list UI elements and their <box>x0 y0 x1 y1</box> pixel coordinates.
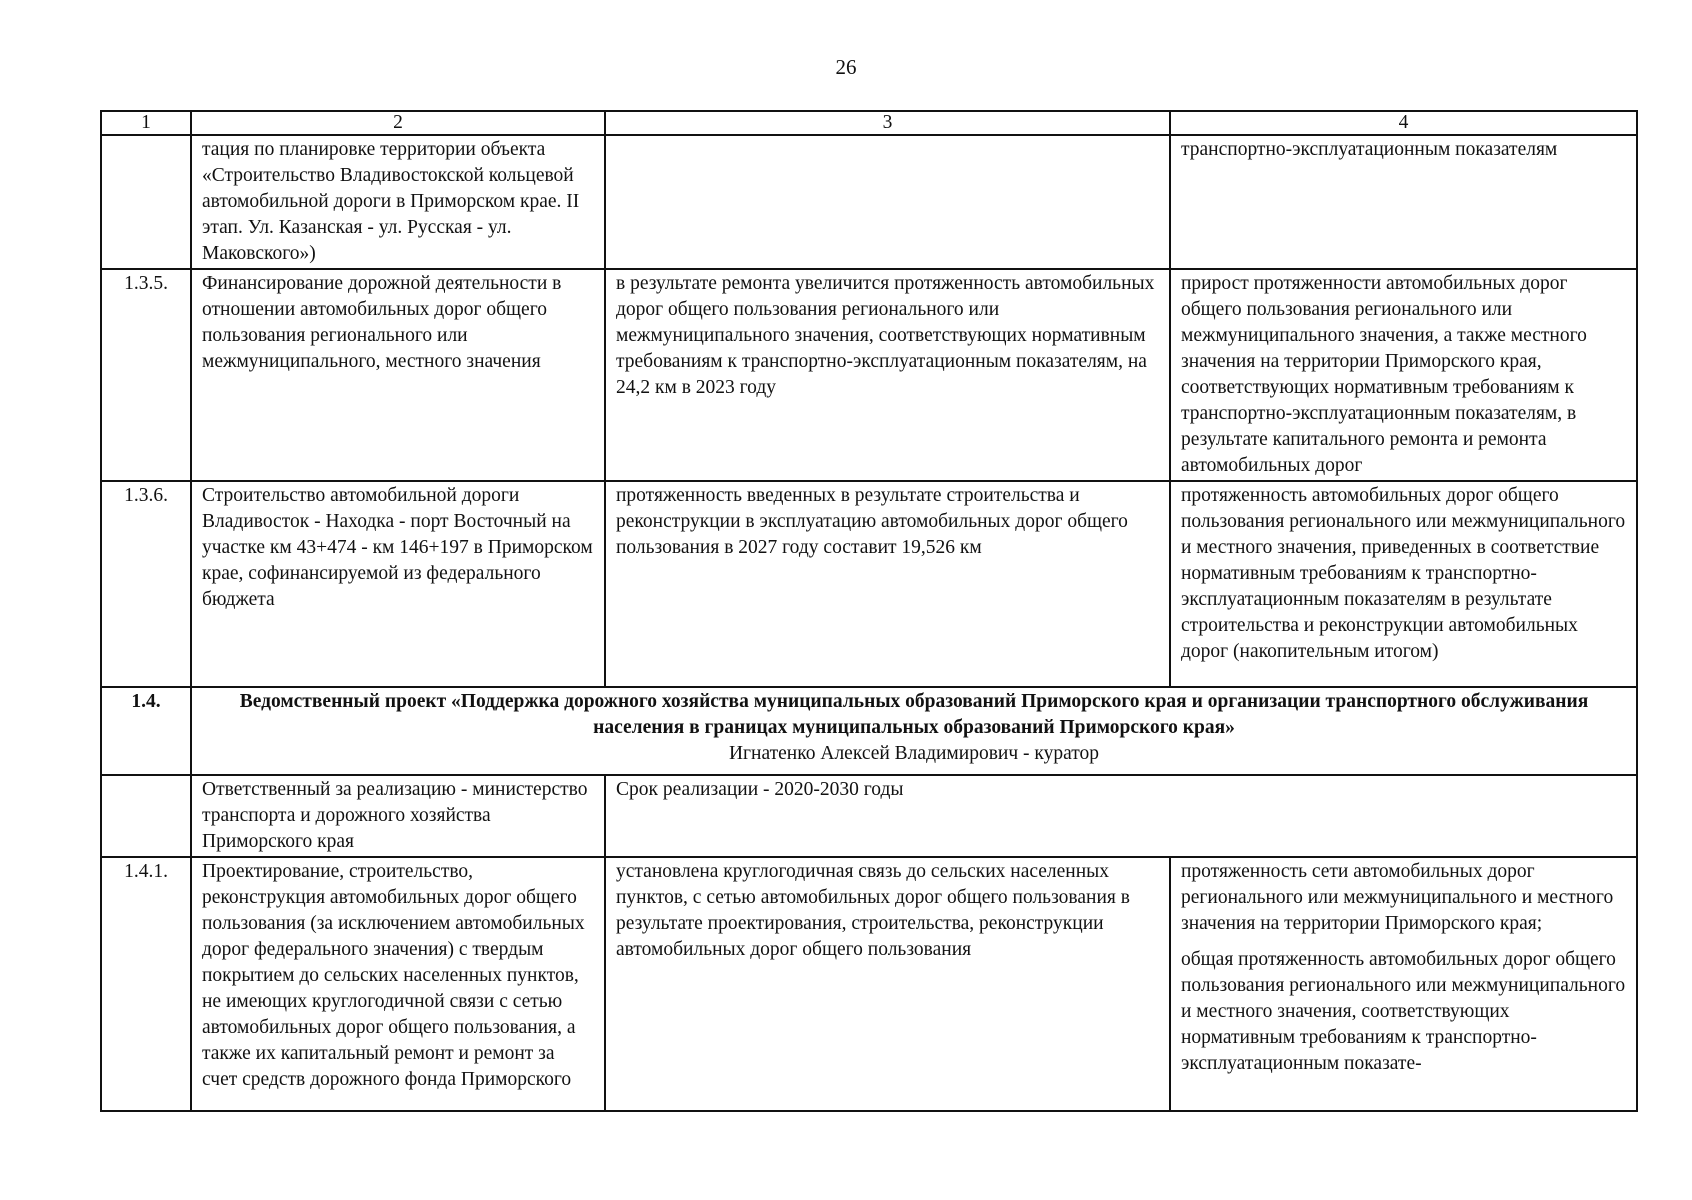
table-header-row <box>101 111 1637 135</box>
table-row <box>101 269 1637 481</box>
indicator-cell: транспортно-эксплуатационным показателям <box>1170 135 1637 269</box>
expected-result-cell <box>605 135 1170 269</box>
responsible-cell: Ответственный за реализацию - министерство транспорта и дорожного хозяйства Приморского края <box>191 775 605 857</box>
period-cell: Срок реализации - 2020-2030 годы <box>605 775 1637 857</box>
indicator-paragraph-2: общая протяженность автомобильных дорог общего пользования регионального или межмуниципального и местного значения, соответствующих нормативным требованиям к транспортно-эксплуатационным показате- <box>1181 949 1626 1074</box>
indicator-paragraph-1: протяженность сети автомобильных дорог регионального или межмуниципального и местного значения на территории Приморского края; <box>1181 861 1614 934</box>
section-curator: Игнатенко Алексей Владимирович - куратор <box>728 743 1100 764</box>
measure-name-cell: Проектирование, строительство, реконструкция автомобильных дорог общего пользования (за исключением автомобильных дорог федерального значения) с твердым покрытием до сельских населенных пунктов, не имеющих круглогодичной связи с сетью автомобильных дорог общего пользования, а также их капитальный ремонт и ремонт за счет средств дорожного фонда Приморского <box>191 857 605 1111</box>
measure-name-cell: Финансирование дорожной деятельности в отношении автомобильных дорог общего пользования регионального или межмуниципального, местного значения <box>191 269 605 481</box>
table-row <box>101 481 1637 687</box>
indicator-cell <box>1170 857 1637 1111</box>
expected-result-cell: в результате ремонта увеличится протяженность автомобильных дорог общего пользования регионального или межмуниципального значения, соответствующих нормативным требованиям к транспортно-эксплуатационным показателям, на 24,2 км в 2023 году <box>605 269 1170 481</box>
table-row <box>101 857 1637 1111</box>
measure-name-cell: тация по планировке территории объекта «Строительство Владивостокской кольцевой автомобильной дороги в Приморском крае. II этап. Ул. Казанская - ул. Русская - ул. Маковского») <box>191 135 605 269</box>
row-number <box>101 135 191 269</box>
expected-result-cell: установлена круглогодичная связь до сельских населенных пунктов, с сетью автомобильных дорог общего пользования в результате проектирования, строительства, реконструкции автомобильных дорог общего пользования <box>605 857 1170 1111</box>
row-number: 1.3.6. <box>101 481 191 687</box>
header-cell-3: 3 <box>605 111 1170 135</box>
section-title: Ведомственный проект «Поддержка дорожного хозяйства муниципальных образований Приморского края и организации транспортного обслуживания населения в границах муниципальных образований Приморского края» <box>239 691 1589 738</box>
measure-name-cell: Строительство автомобильной дороги Владивосток - Находка - порт Восточный на участке км 43+474 - км 146+197 в Приморском крае, софинансируемой из федерального бюджета <box>191 481 605 687</box>
row-number: 1.4.1. <box>101 857 191 1111</box>
section-title-cell <box>191 687 1637 775</box>
page-number: 26 <box>835 55 857 79</box>
indicator-cell: протяженность автомобильных дорог общего пользования регионального или межмуниципального и местного значения, приведенных в соответствие нормативным требованиям к транспортно-эксплуатационным показателям в результате строительства и реконструкции автомобильных дорог (накопительным итогом) <box>1170 481 1637 687</box>
header-cell-1: 1 <box>101 111 191 135</box>
row-number: 1.3.5. <box>101 269 191 481</box>
table-row <box>101 135 1637 269</box>
section-meta-row <box>101 775 1637 857</box>
measures-table <box>100 110 1638 1112</box>
header-cell-4: 4 <box>1170 111 1637 135</box>
indicator-cell: прирост протяженности автомобильных дорог общего пользования регионального или межмуниципального значения, а также местного значения на территории Приморского края, соответствующих нормативным требованиям к транспортно-эксплуатационным показателям, в результате капитального ремонта и ремонта автомобильных дорог <box>1170 269 1637 481</box>
header-cell-2: 2 <box>191 111 605 135</box>
section-header-row <box>101 687 1637 775</box>
section-number: 1.4. <box>101 687 191 775</box>
expected-result-cell: протяженность введенных в результате строительства и реконструкции в эксплуатацию автомобильных дорог общего пользования в 2027 году составит 19,526 км <box>605 481 1170 687</box>
empty-number-cell <box>101 775 191 857</box>
